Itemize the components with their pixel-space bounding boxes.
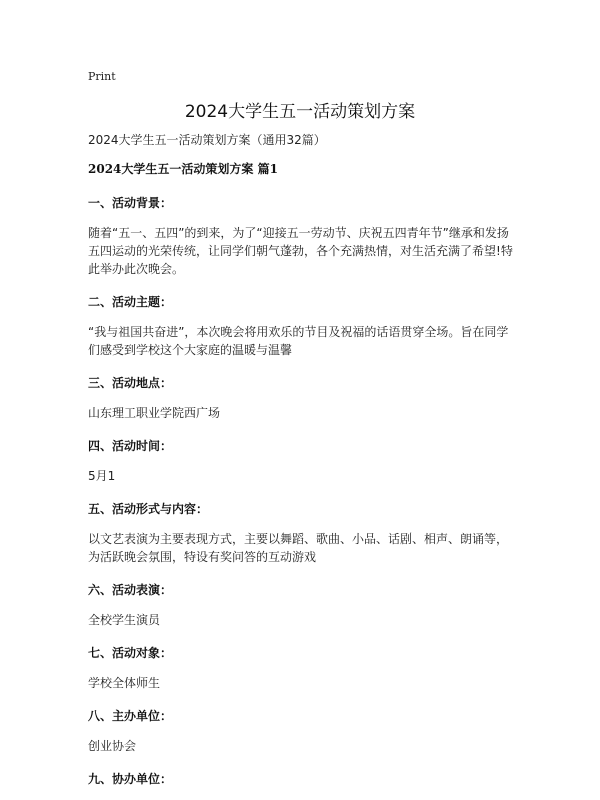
section-body-format: 以文艺表演为主要表现方式，主要以舞蹈、歌曲、小品、话剧、相声、朗诵等，为活跃晚会氛围，特设有奖问答的互动游戏	[88, 532, 509, 564]
document-title: 2024大学生五一活动策划方案	[184, 102, 416, 122]
document-content	[88, 160, 518, 800]
part-heading: 2024大学生五一活动策划方案 篇1	[88, 162, 278, 176]
section-heading-time: 四、活动时间：	[88, 439, 173, 453]
section-body-audience: 学校全体师生	[88, 676, 161, 690]
print-label: Print	[88, 70, 116, 83]
section-heading-theme: 二、活动主题：	[88, 295, 173, 309]
section-body-theme: “我与祖国共奋进”，本次晚会将用欢乐的节目及祝福的话语贯穿全场。旨在同学们感受到学校这个大家庭的温暖与温馨	[88, 325, 509, 357]
section-heading-background: 一、活动背景：	[88, 196, 173, 210]
document-subtitle: 2024大学生五一活动策划方案（通用32篇）	[88, 133, 326, 147]
section-body-organizer: 创业协会	[88, 739, 137, 753]
section-heading-format: 五、活动形式与内容：	[88, 502, 209, 516]
section-heading-organizer: 八、主办单位：	[88, 709, 173, 723]
section-heading-location: 三、活动地点：	[88, 376, 173, 390]
section-body-time: 5月1	[88, 469, 116, 483]
section-body-background: 随着“五一、五四”的到来，为了“迎接五一劳动节、庆祝五四青年节”继承和发扬五四运动的光荣传统，让同学们朝气蓬勃，各个充满热情，对生活充满了希望!特此举办此次晚会。	[88, 226, 513, 276]
section-body-performers: 全校学生演员	[88, 613, 161, 627]
section-heading-co-organizer: 九、协办单位：	[88, 772, 173, 786]
section-heading-audience: 七、活动对象：	[88, 646, 173, 660]
section-heading-performers: 六、活动表演：	[88, 583, 173, 597]
section-body-location: 山东理工职业学院西广场	[88, 406, 221, 420]
